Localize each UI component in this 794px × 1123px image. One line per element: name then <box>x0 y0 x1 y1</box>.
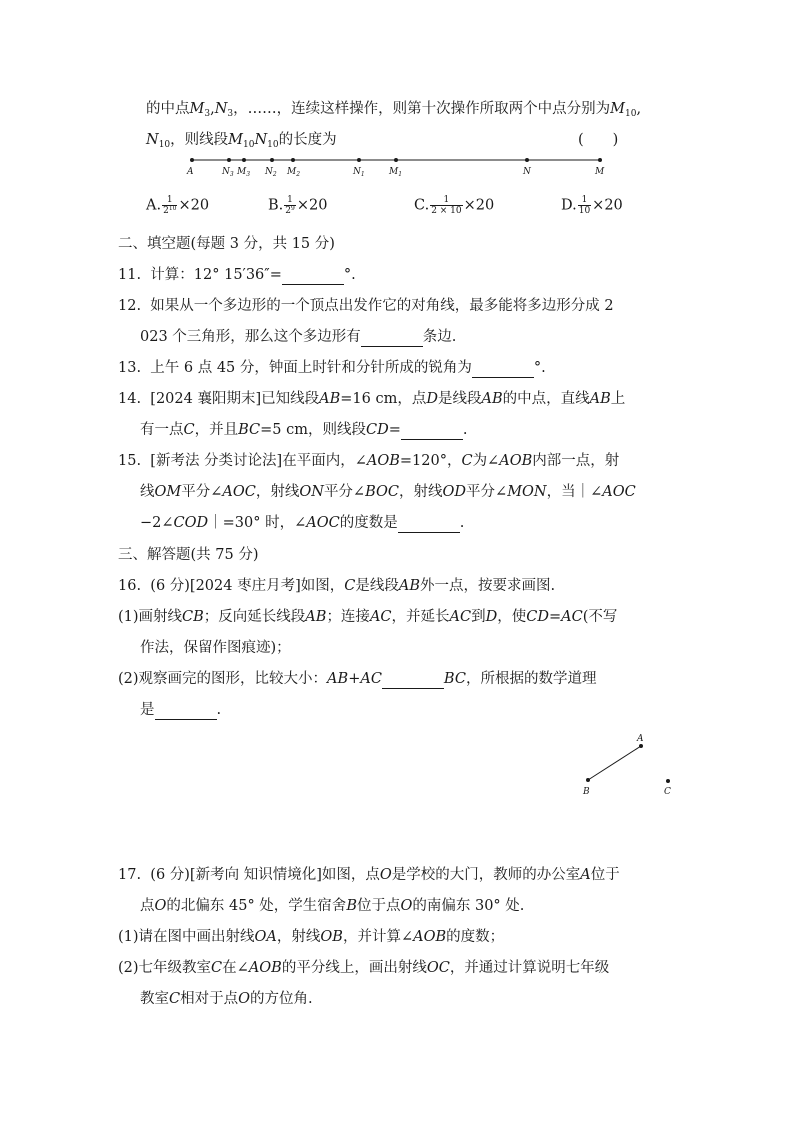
option-c[interactable]: C. $\frac{1}{2 \times 10}$ ×20 <box>414 195 495 216</box>
label-m2: $M_2$ <box>287 167 301 178</box>
point-a <box>639 744 643 748</box>
q13-answer-blank[interactable] <box>472 361 534 378</box>
point-b <box>586 778 590 782</box>
q15-line2: 线OM平分∠AOC，射线ON平分∠BOC，射线OD平分∠MON，当｜∠AOC <box>140 484 636 500</box>
q11: 11. 计算：12° 15′36″= °. <box>118 267 356 283</box>
q17-line2: 点O的北偏东 45° 处，学生宿舍B位于点O的南偏东 30° 处. <box>140 898 525 914</box>
q10-line1: 的中点$M_3,N_3$，……，连续这样操作，则第十次操作所取两个中点分别为$M_{10}$, <box>146 101 642 119</box>
q16-part1-line2: 作法，保留作图痕迹)； <box>140 640 291 656</box>
q10-line2: $N_{10}$，则线段$M_{10}N_{10}$的长度为 <box>146 132 337 150</box>
option-a[interactable]: A. $\frac{1}{2^{10}}$ ×20 <box>146 195 210 216</box>
q14-line2: 有一点C，并且BC=5 cm，则线段CD= . <box>140 422 468 438</box>
q13: 13. 上午 6 点 45 分，钟面上时针和分针所成的锐角为 °. <box>118 360 546 376</box>
label-b: B <box>583 787 590 797</box>
label-n3: $N_3$ <box>222 167 234 178</box>
q16-compare-blank[interactable] <box>382 672 444 689</box>
label-n: N <box>523 167 531 177</box>
label-a: A <box>187 167 194 177</box>
point-m1 <box>394 158 398 162</box>
label-n2: $N_2$ <box>265 167 277 178</box>
point-n1 <box>357 158 361 162</box>
q17-part2: (2)七年级教室C在∠AOB的平分线上，画出射线OC，并通过计算说明七年级 <box>118 960 610 976</box>
q14-line1: 14. [2024 襄阳期末]已知线段AB=16 cm，点D是线段AB的中点，直线AB上 <box>118 391 626 407</box>
point-n <box>525 158 529 162</box>
q12-answer-blank[interactable] <box>361 330 423 347</box>
q16-reason-blank[interactable] <box>155 703 217 720</box>
label-c: C <box>664 787 671 797</box>
label-a: A <box>637 734 644 744</box>
q17-part1: (1)请在图中画出射线OA，射线OB，并计算∠AOB的度数； <box>118 929 505 945</box>
label-n1: $N_1$ <box>353 167 365 178</box>
point-a <box>190 158 194 162</box>
q16-part2-line2: 是 . <box>140 702 222 718</box>
q15-line3: −2∠COD｜=30° 时，∠AOC的度数是 . <box>140 515 465 531</box>
label-m3: $M_3$ <box>237 167 251 178</box>
q12-line2: 023 个三角形，那么这个多边形有 条边. <box>140 329 457 345</box>
point-m <box>598 158 602 162</box>
q12-line1: 12. 如果从一个多边形的一个顶点出发作它的对角线，最多能将多边形分成 2 <box>118 298 614 314</box>
q14-answer-blank[interactable] <box>401 423 463 440</box>
section-3-title: 三、解答题(共 75 分) <box>118 547 259 563</box>
point-n2 <box>270 158 274 162</box>
point-m2 <box>291 158 295 162</box>
q16-line1: 16. (6 分)[2024 枣庄月考]如图，C是线段AB外一点，按要求画图. <box>118 578 556 594</box>
q10-segment-figure <box>0 0 794 200</box>
point-c <box>666 779 670 783</box>
point-n3 <box>227 158 231 162</box>
q15-line1: 15. [新考法 分类讨论法]在平面内，∠AOB=120°，C为∠AOB内部一点，射 <box>118 453 620 469</box>
q17-line1: 17. (6 分)[新考向 知识情境化]如图，点O是学校的大门，教师的办公室A位于 <box>118 867 620 883</box>
answer-paren: ( ) <box>578 132 619 148</box>
q15-answer-blank[interactable] <box>398 516 460 533</box>
label-m: M <box>595 167 605 177</box>
q11-answer-blank[interactable] <box>282 268 344 285</box>
q17-part2-line2: 教室C相对于点O的方位角. <box>140 991 313 1007</box>
label-m1: $M_1$ <box>389 167 403 178</box>
q16-figure <box>570 730 690 800</box>
point-m3 <box>242 158 246 162</box>
option-d[interactable]: D. $\frac{1}{10}$ ×20 <box>561 195 623 216</box>
q16-part1: (1)画射线CB；反向延长线段AB；连接AC，并延长AC到D，使CD=AC(不写 <box>118 609 618 625</box>
option-b[interactable]: B. $\frac{1}{2^9}$ ×20 <box>268 195 328 216</box>
section-2-title: 二、填空题(每题 3 分，共 15 分) <box>118 236 335 252</box>
q16-part2: (2)观察画完的图形，比较大小：AB+AC BC，所根据的数学道理 <box>118 671 597 687</box>
